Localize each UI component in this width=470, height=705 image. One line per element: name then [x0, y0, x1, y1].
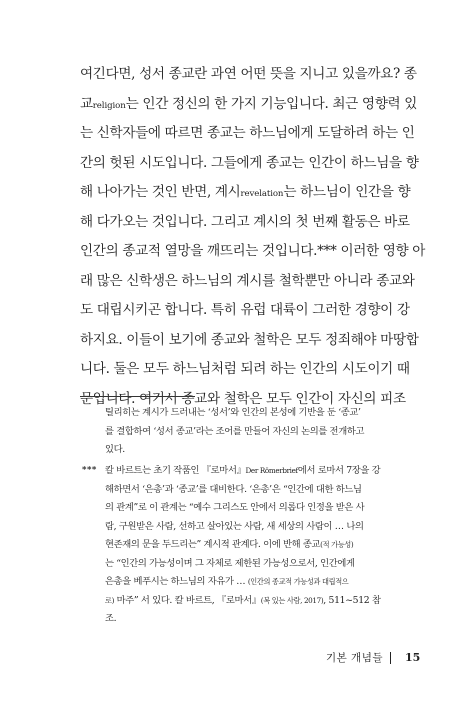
- text-run: 현존재의 문을 두드리는” 계시적 관계다. 이에 반해 종교: [105, 539, 321, 550]
- text-run: 마주” 서 있다. 칼 바르트, 『로마서』: [114, 594, 261, 606]
- text-run: 니다. 둘은 모두 하느님처럼 되려 하는 인간의 시도이기 때: [80, 361, 410, 377]
- body-line: [80, 149, 420, 179]
- footer-separator: [390, 652, 391, 664]
- text-run: 해하면서 ‘은총’과 ‘종교’를 대비한다. ‘은총’은 “인간에 대한 하느님: [105, 483, 362, 495]
- text-run: 인간의 종교적 열망을 깨뜨리는 것입니다.*** 이러한 영향 아: [80, 243, 426, 259]
- footnote-line: [105, 462, 410, 481]
- body-line: [80, 267, 420, 297]
- footnote-marker: ***: [82, 465, 97, 475]
- text-run: 도 대립시키곤 합니다. 특히 유럽 대륙이 그러한 경향이 강: [80, 302, 410, 318]
- annotation-text: (복 있는 사람, 2017): [260, 595, 324, 605]
- footnote-line: [105, 481, 410, 500]
- text-run: 은총을 베푸시는 하느님의 자유가 …: [105, 576, 248, 587]
- annotation-text: Der Römerbrief: [245, 466, 298, 475]
- footnote-line: [105, 404, 405, 423]
- body-line: [80, 119, 420, 149]
- footnote-separator: [80, 396, 195, 397]
- text-run: 조.: [105, 613, 117, 624]
- body-line: [80, 326, 420, 356]
- text-run: 를 결합하여 ‘성서 종교’라는 조어를 만들어 자신의 논의를 전개하고: [105, 425, 365, 437]
- body-line: [80, 296, 420, 326]
- footnote-line: [105, 536, 410, 555]
- page-footer: [0, 648, 470, 668]
- text-run: 는 하느님이 인간을 향: [283, 184, 411, 200]
- body-line: [80, 355, 420, 385]
- text-run: 있다.: [105, 444, 125, 455]
- page-number: 15: [405, 651, 421, 664]
- text-run: 여긴다면, 성서 종교란 과연 어떤 뜻을 지니고 있을까요? 종: [80, 66, 417, 82]
- text-run: 의 관계”로 이 관계는 “예수 그리스도 안에서 의롭다 인정을 받은 사: [105, 502, 365, 513]
- text-run: 칼 바르트는 초기 작품인 『로마서』: [105, 465, 246, 476]
- text-run: 는 인간 정신의 한 가지 기능입니다. 최근 영향력 있: [125, 95, 418, 112]
- annotation-text: (인간의 종교적 가능성과 대립적으: [247, 577, 349, 586]
- annotation-text: revelation: [240, 189, 284, 199]
- text-run: 래 많은 신학생은 하느님의 계시를 철학뿐만 아니라 종교와: [80, 272, 415, 289]
- running-footer-title: 기본 개념들: [325, 652, 383, 664]
- text-run: 해 다가오는 것입니다. 그리고 계시의 첫 번째 활동은 바로: [80, 213, 410, 230]
- annotation-text: religion: [92, 100, 126, 111]
- footnote-line: [105, 441, 405, 460]
- text-run: 간의 헛된 시도입니다. 그들에게 종교는 인간이 하느님을 향: [80, 154, 419, 171]
- body-line: [80, 90, 420, 120]
- text-run: 문입니다. 여기서 종교와 철학은 모두 인간이 자신의 피조: [80, 390, 406, 407]
- footnote-line: [105, 555, 410, 574]
- footnote-triple-body: [105, 462, 410, 629]
- text-run: 는 “인간의 가능성이며 그 자체로 제한된 가능성으로서, 인간에게: [105, 557, 355, 569]
- body-line: [80, 208, 420, 238]
- footnote-line: [105, 423, 405, 442]
- text-run: 틸리히는 계시가 드러내는 ‘성서’와 인간의 본성에 기반을 둔 ‘종교’: [105, 407, 361, 418]
- footnote-line: [105, 592, 410, 611]
- annotation-text: 로): [105, 595, 115, 605]
- body-line: [80, 237, 426, 267]
- footnote-line: [105, 499, 410, 518]
- text-run: 에서 로마서 7장을 강: [297, 465, 381, 476]
- annotation-text: (적 가능성): [320, 540, 354, 549]
- text-run: 해 나아가는 것인 반면, 계시: [80, 184, 241, 200]
- text-run: 는 신학자들에 따르면 종교는 하느님에게 도달하려 하는 인: [80, 125, 415, 141]
- text-run: 하지요. 이들이 보기에 종교와 철학은 모두 정죄해야 마땅합: [80, 331, 419, 348]
- text-run: 교: [80, 95, 93, 112]
- footnote-continued: [105, 404, 405, 460]
- main-text: [80, 60, 426, 414]
- body-line: [80, 60, 420, 90]
- text-run: , 511~512 참: [323, 594, 381, 606]
- footnote-line: [105, 518, 410, 537]
- footnote-line: [105, 573, 410, 592]
- body-line: [80, 178, 420, 208]
- text-run: 람, 구원받은 사람, 선하고 살아있는 사람, 새 세상의 사람이 … 나의: [105, 520, 364, 532]
- footnote-line: [105, 610, 410, 629]
